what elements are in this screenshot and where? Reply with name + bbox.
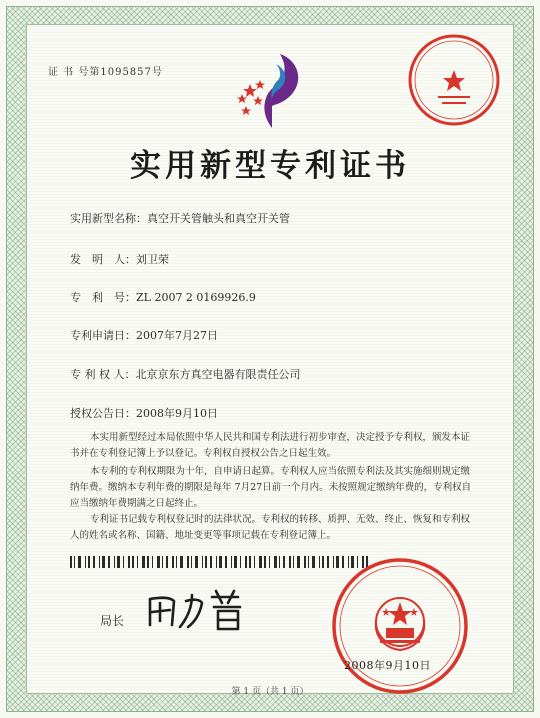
barcode-bar: [259, 556, 262, 568]
director-signature: [142, 585, 252, 635]
barcode-bar: [157, 556, 160, 568]
utility-name-value: 真空开关管触头和真空开关管: [147, 212, 290, 225]
patentee-label: 专 利 权 人：: [70, 368, 136, 381]
barcode-bar: [162, 556, 163, 568]
barcode-bar: [147, 556, 149, 568]
issue-date: 2008年9月10日: [344, 659, 431, 672]
certificate-title: 实用新型专利证书: [130, 148, 410, 184]
paragraph-text: 本专利的专利权期限为十年，自申请日起算。专利权人应当依照专利法及其实施细则规定缴纳年费。缴纳本专利年费的期限是每年 7月27日前一个月内。未按照规定缴纳年费的，专利权自应当缴纳年费期满之日起终止。: [70, 466, 472, 509]
barcode-bar: [225, 556, 227, 568]
barcode-bar: [216, 556, 217, 568]
barcode-bar: [249, 556, 251, 568]
barcode-bar: [85, 556, 86, 568]
barcode-bar: [293, 556, 294, 568]
utility-name-label: 实用新型名称：: [70, 212, 147, 225]
patent-number-label: 专 利 号：: [70, 291, 136, 304]
grant-date-label: 授权公告日：: [70, 407, 136, 420]
director-label: 局长: [100, 614, 125, 628]
barcode-bar: [123, 556, 124, 568]
barcode-bar: [195, 556, 198, 568]
field-utility-name: [70, 210, 290, 226]
barcode-bar: [74, 556, 75, 568]
barcode-bar: [254, 556, 255, 568]
barcode-bar: [166, 556, 168, 568]
patent-number-value: ZL 2007 2 0169926.9: [136, 291, 256, 304]
barcode-bar: [210, 556, 212, 568]
barcode-bar: [132, 556, 134, 568]
barcode-bar: [231, 556, 232, 568]
barcode-bar: [219, 556, 222, 568]
barcode-bar: [319, 556, 320, 568]
barcode-bar: [78, 556, 81, 568]
barcode-bar: [93, 556, 95, 568]
barcode-bar: [176, 556, 177, 568]
barcode-bar: [279, 556, 280, 568]
barcode-bar: [187, 556, 189, 568]
paragraph-text: 专利证书记载专利权登记时的法律状况。专利权的转移、质押、无效、终止、恢复和专利权人的姓名或名称、国籍、地址变更等事项记载在专利登记簿上。: [70, 514, 471, 541]
field-patentee: [70, 366, 301, 382]
barcode-bar: [297, 556, 300, 568]
field-patent-number: [70, 289, 256, 305]
barcode-bar: [312, 556, 315, 568]
barcode-bar: [99, 556, 100, 568]
barcode-bar: [202, 556, 203, 568]
field-grant-date: [70, 405, 218, 421]
barcode-bar: [308, 556, 309, 568]
barcode-bar: [180, 556, 183, 568]
barcode-bar: [128, 556, 130, 568]
patentee-value: 北京京东方真空电器有限责任公司: [135, 368, 301, 381]
barcode-bar: [240, 556, 241, 568]
barcode-bar: [137, 556, 138, 568]
grant-date-value: 2008年9月10日: [136, 407, 218, 420]
barcode-bar: [264, 556, 266, 568]
barcode-bar: [283, 556, 285, 568]
agency-seal-stamp: [406, 32, 502, 128]
filing-date-value: 2007年7月27日: [136, 329, 218, 342]
barcode-bar: [234, 556, 237, 568]
paragraph-legal-status: [70, 512, 474, 544]
field-inventor: [70, 251, 169, 267]
barcode-bar: [304, 556, 306, 568]
barcode-bar: [117, 556, 120, 568]
inventor-value: 刘卫荣: [136, 253, 169, 266]
barcode-bar: [108, 556, 110, 568]
barcode-bar: [172, 556, 174, 568]
paragraph-examination: [70, 430, 474, 462]
barcode-bar: [102, 556, 105, 568]
barcode-bar: [142, 556, 145, 568]
barcode-bar: [269, 556, 270, 568]
barcode-bar: [114, 556, 115, 568]
barcode-bar: [274, 556, 277, 568]
barcode-bar: [289, 556, 291, 568]
filing-date-label: 专利申请日：: [70, 329, 136, 342]
certificate-number: 证 书 号第1095857号: [48, 67, 163, 78]
barcode-bar: [88, 556, 90, 568]
barcode-bar: [245, 556, 247, 568]
patent-office-seal: [330, 556, 470, 696]
barcode-bar: [70, 556, 72, 568]
barcode-bar: [205, 556, 207, 568]
barcode-bar: [152, 556, 153, 568]
inventor-label: 发 明 人：: [70, 253, 136, 266]
page-number: 第 1 页（共 1 页）: [231, 687, 309, 697]
paragraph-text: 本实用新型经过本局依照中华人民共和国专利法进行初步审查，决定授予专利权，颁发本证书并在专利登记簿上予以登记。专利权自授权公告之日起生效。: [70, 432, 471, 459]
barcode-bar: [327, 556, 329, 568]
paragraph-term: [70, 464, 474, 512]
barcode-strip: [70, 556, 370, 568]
barcode-bar: [322, 556, 324, 568]
patent-office-logo: [232, 50, 312, 132]
barcode-bar: [191, 556, 192, 568]
field-filing-date: [70, 327, 218, 343]
